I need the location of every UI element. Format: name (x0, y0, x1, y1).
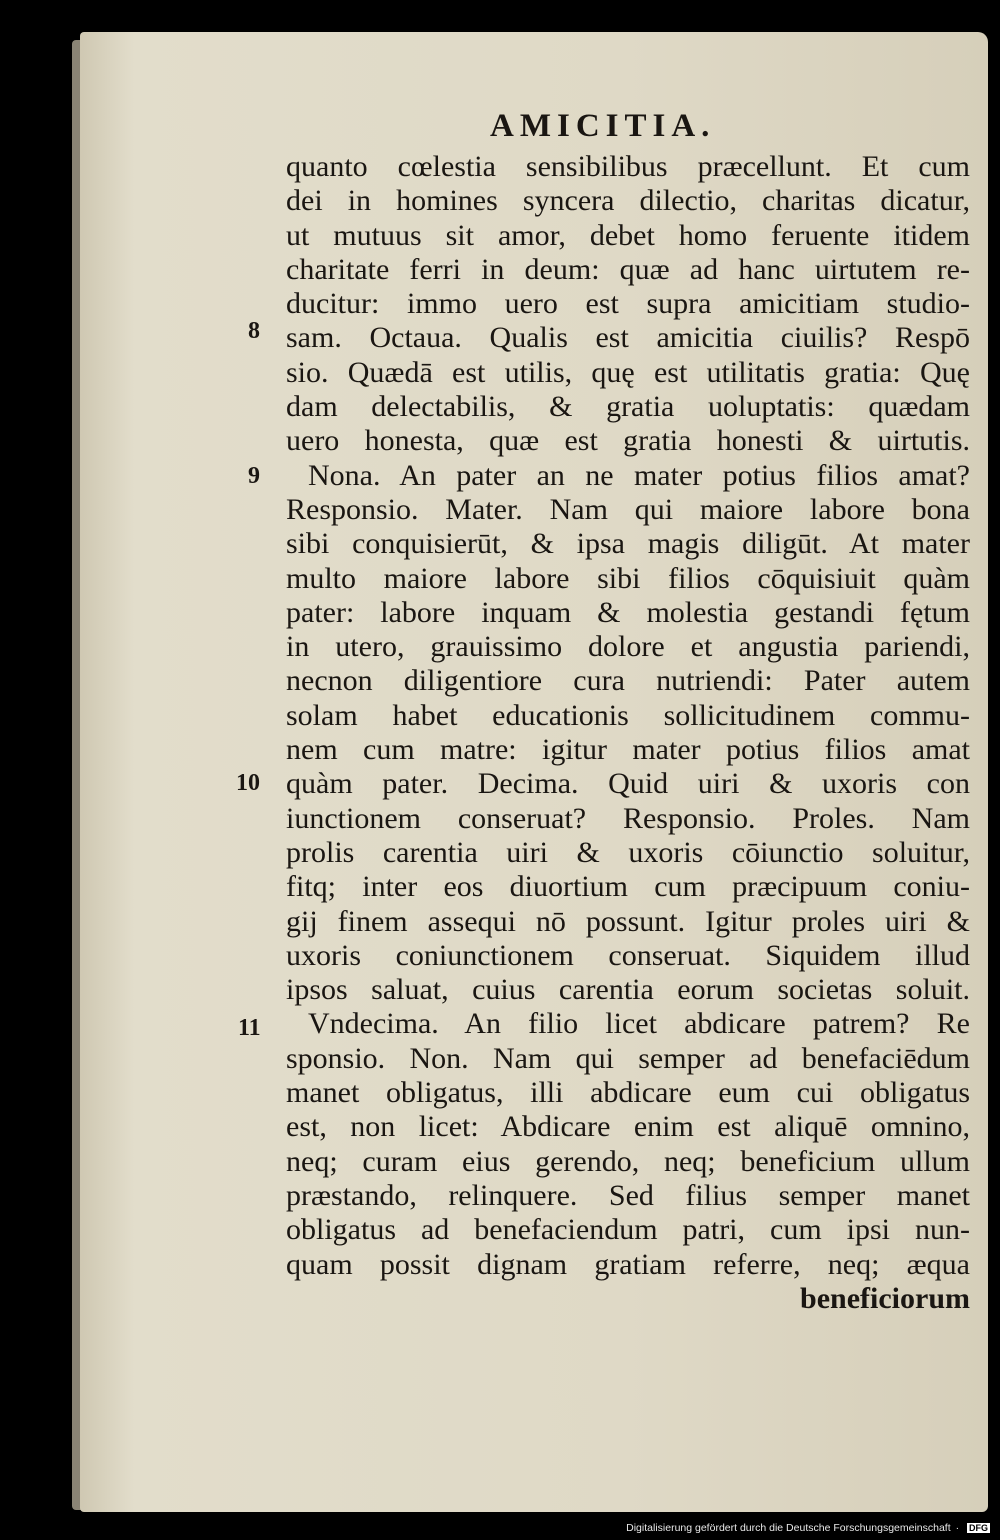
dfg-logo-icon: DFG (969, 1523, 988, 1534)
text-line: est, non licet: Abdicare enim est aliquē omnino, (286, 1110, 970, 1144)
text-line: pater: labore inquam & molestia gestandi fętum (286, 595, 970, 629)
text-line: quanto cœlestia sensibilibus præcellunt. Et cum (286, 150, 970, 183)
text-line: Responsio. Mater. Nam qui maiore labore bona (286, 492, 970, 526)
text-line: prolis carentia uiri & uxoris cōiunctio soluitur, (286, 835, 970, 869)
text-line: sibi conquisierūt, & ipsa magis diligūt. At mater (286, 527, 970, 561)
text-line: ipsos saluat, cuius carentia eorum societas soluit. (286, 973, 970, 1007)
text-line: in utero, grauissimo dolore et angustia pariendi, (286, 630, 970, 664)
text-line: quam possit dignam gratiam referre, neq; æqua (286, 1247, 970, 1281)
margin-number-8: 8 (248, 318, 260, 344)
text-line: charitate ferri in deum: quæ ad hanc uirtutem re- (286, 252, 970, 286)
margin-number-10: 10 (236, 770, 260, 796)
text-line: gij finem assequi nō possunt. Igitur proles uiri & (286, 904, 970, 938)
text-line: multo maiore labore sibi filios cōquisiuit quàm (286, 561, 970, 595)
text-line: neq; curam eius gerendo, neq; beneficium ullum (286, 1144, 970, 1178)
margin-number-11: 11 (238, 1015, 261, 1041)
text-line: Vndecima. An filio licet abdicare patrem? Re (308, 1007, 970, 1041)
text-line: manet obligatus, illi abdicare eum cui obligatus (286, 1076, 970, 1110)
text-line: Nona. An pater an ne mater potius filios amat? (308, 458, 970, 492)
running-head: AMICITIA. (490, 108, 716, 144)
text-line: ducitur: immo uero est supra amicitiam studio- (286, 287, 970, 321)
text-line: uxoris coniunctionem conseruat. Siquidem illud (286, 938, 970, 972)
text-line: solam habet educationis sollicitudinem commu- (286, 698, 970, 732)
text-line: ut mutuus sit amor, debet homo feruente itidem (286, 218, 970, 252)
body-text (286, 150, 970, 1316)
text-line: obligatus ad benefaciendum patri, cum ipsi nun- (286, 1213, 970, 1247)
catchword: beneficiorum (800, 1281, 970, 1315)
text-line: uero honesta, quæ est gratia honesti & uirtutis. (286, 424, 970, 458)
text-line: sio. Quædā est utilis, quę est utilitatis gratia: Quę (286, 355, 970, 389)
text-line: necnon diligentiore cura nutriendi: Pater autem (286, 664, 970, 698)
footer-text: Digitalisierung gefördert durch die Deutsche Forschungsgemeinschaft (626, 1522, 951, 1534)
text-line: dei in homines syncera dilectio, charitas dicatur, (286, 184, 970, 218)
text-line: sam. Octaua. Qualis est amicitia ciuilis? Respō (286, 321, 970, 355)
footer-credit: Digitalisierung gefördert durch die Deutsche Forschungsgemeinschaft · DFG (626, 1522, 988, 1534)
margin-number-9: 9 (248, 463, 260, 489)
text-line: nem cum matre: igitur mater potius filios amat (286, 733, 970, 767)
text-line: iunctionem conseruat? Responsio. Proles. Nam (286, 801, 970, 835)
text-line: dam delectabilis, & gratia uoluptatis: quædam (286, 390, 970, 424)
text-line: fitq; inter eos diuortium cum præcipuum coniu- (286, 870, 970, 904)
text-line: quàm pater. Decima. Quid uiri & uxoris con (286, 767, 970, 801)
text-line: sponsio. Non. Nam qui semper ad benefaciēdum (286, 1041, 970, 1075)
text-line: præstando, relinquere. Sed filius semper manet (286, 1178, 970, 1212)
